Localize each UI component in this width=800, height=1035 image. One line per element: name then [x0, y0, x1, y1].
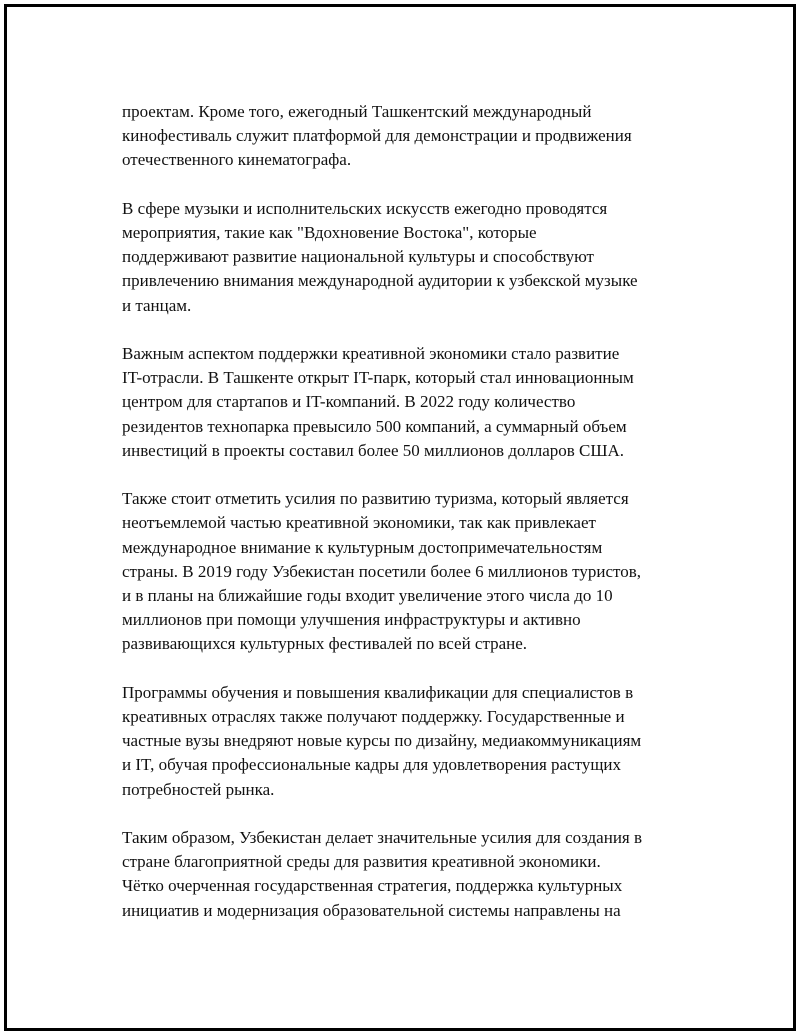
- text-line: Также стоит отметить усилия по развитию туризма, который является: [122, 489, 629, 509]
- text-line: кинофестиваль служит платформой для демонстрации и продвижения: [122, 126, 632, 146]
- text-line: Таким образом, Узбекистан делает значительные усилия для создания в: [122, 828, 643, 848]
- paragraph-tourism: [122, 487, 702, 656]
- text-line: развивающихся культурных фестивалей по всей стране.: [122, 634, 528, 654]
- text-line: отечественного кинематографа.: [122, 150, 352, 170]
- text-line: и IT, обучая профессиональные кадры для удовлетворения растущих: [122, 755, 622, 775]
- text-line: привлечению внимания международной аудитории к узбекской музыке: [122, 271, 638, 291]
- paragraph-it-sector: [122, 342, 702, 463]
- text-line: резидентов технопарка превысило 500 компаний, а суммарный объем: [122, 416, 627, 436]
- text-line: инвестиций в проекты составил более 50 миллионов долларов США.: [122, 440, 625, 460]
- document-body: [122, 100, 702, 947]
- text-line: стране благоприятной среды для развития креативной экономики.: [122, 852, 601, 872]
- text-line: проектам. Кроме того, ежегодный Ташкентский международный: [122, 102, 592, 121]
- text-line: креативных отраслях также получают поддержку. Государственные и: [122, 707, 625, 727]
- text-line: международное внимание к культурным достопримечательностям: [122, 537, 603, 557]
- text-line: центром для стартапов и IT-компаний. В 2022 году количество: [122, 392, 576, 412]
- paragraph-film-festival: [122, 100, 702, 173]
- text-line: миллионов при помощи улучшения инфраструктуры и активно: [122, 610, 581, 630]
- text-line: неотъемлемой частью креативной экономики, так как привлекает: [122, 513, 596, 533]
- paragraph-conclusion: [122, 826, 702, 923]
- text-line: поддерживают развитие национальной культуры и способствуют: [122, 247, 594, 267]
- paragraph-education: [122, 681, 702, 802]
- text-line: Программы обучения и повышения квалификации для специалистов в: [122, 682, 634, 702]
- text-line: страны. В 2019 году Узбекистан посетили более 6 миллионов туристов,: [122, 561, 642, 581]
- text-line: и в планы на ближайшие годы входит увеличение этого числа до 10: [122, 586, 613, 606]
- paragraph-music-arts: [122, 197, 702, 318]
- text-line: Важным аспектом поддержки креативной экономики стало развитие: [122, 344, 620, 363]
- text-line: потребностей рынка.: [122, 779, 275, 799]
- text-line: В сфере музыки и исполнительских искусств ежегодно проводятся: [122, 198, 608, 218]
- text-line: частные вузы внедряют новые курсы по дизайну, медиакоммуникациям: [122, 731, 642, 751]
- text-line: IT-отрасли. В Ташкенте открыт IT-парк, который стал инновационным: [122, 368, 634, 388]
- text-line: Чётко очерченная государственная стратегия, поддержка культурных: [122, 876, 623, 896]
- page-frame: [4, 4, 796, 1031]
- text-line: и танцам.: [122, 295, 192, 315]
- text-line: мероприятия, такие как "Вдохновение Востока", которые: [122, 223, 537, 242]
- text-line: инициатив и модернизация образовательной системы направлены на: [122, 900, 621, 920]
